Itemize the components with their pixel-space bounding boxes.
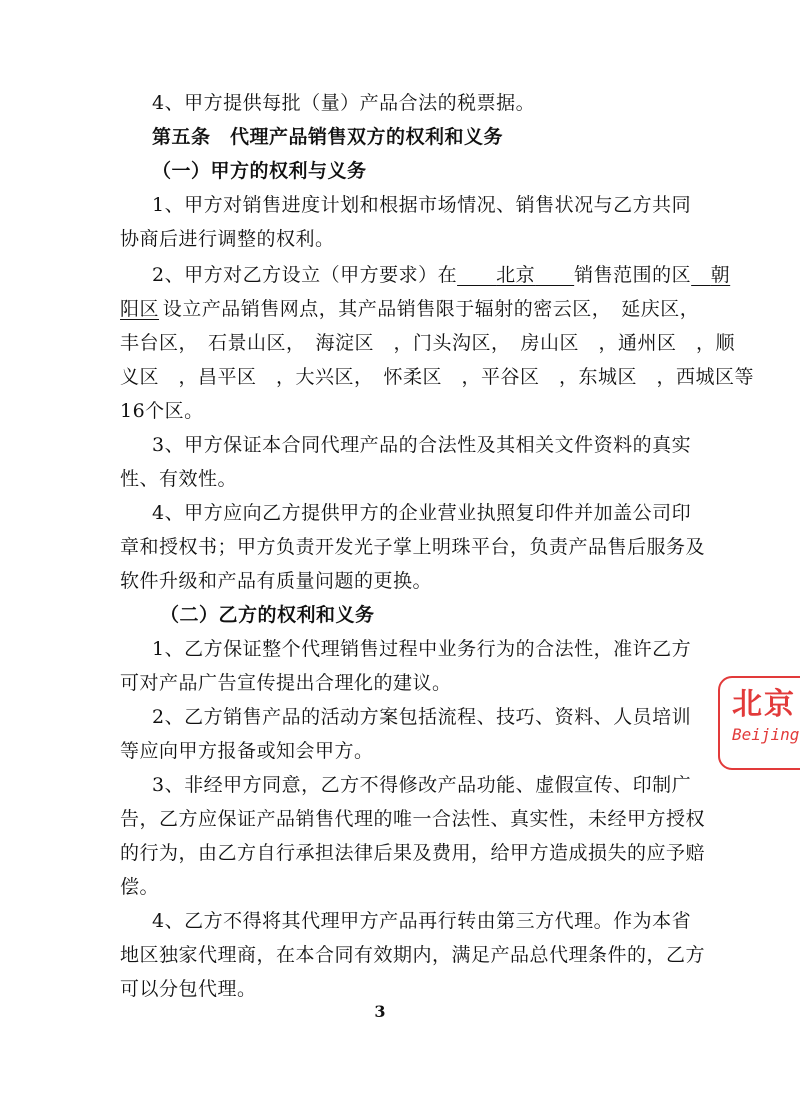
seal-chinese-text: 北京	[732, 687, 796, 722]
clause-1-line-2: 协商后进行调整的权利。	[120, 228, 335, 250]
clause-2-text-a: 2、甲方对乙方设立（甲方要求）在	[152, 264, 458, 286]
seal-english-text: Beijing	[732, 725, 800, 744]
party-b-clause-4-line-1: 4、乙方不得将其代理甲方产品再行转由第三方代理。作为本省	[152, 910, 692, 932]
party-b-clause-2-line-2: 等应向甲方报备或知会甲方。	[120, 740, 374, 762]
clause-3-line-2: 性、有效性。	[120, 468, 238, 490]
clause-4-line-1: 4、甲方应向乙方提供甲方的企业营业执照复印件并加盖公司印	[152, 502, 692, 524]
clause-4-line-2: 章和授权书；甲方负责开发光子掌上明珠平台，负责产品售后服务及	[120, 536, 706, 558]
party-b-clause-2-line-1: 2、乙方销售产品的活动方案包括流程、技巧、资料、人员培训	[152, 706, 692, 728]
party-b-clause-4-line-3: 可以分包代理。	[120, 978, 257, 1000]
clause-2-line-2	[120, 296, 699, 322]
party-b-clause-1-line-2: 可对产品广告宣传提出合理化的建议。	[120, 672, 452, 694]
party-b-clause-3-line-3: 的行为，由乙方自行承担法律后果及费用，给甲方造成损失的应予赔	[120, 842, 706, 864]
district-fill-in-start: 朝	[710, 264, 731, 286]
clause-3-line-1: 3、甲方保证本合同代理产品的合法性及其相关文件资料的真实	[152, 434, 692, 456]
party-b-clause-1-line-1: 1、乙方保证整个代理销售过程中业务行为的合法性，准许乙方	[152, 638, 692, 660]
section-1-heading: （一）甲方的权利与义务	[152, 160, 367, 182]
clause-4-line-3: 软件升级和产品有质量问题的更换。	[120, 570, 433, 592]
page-number: 3	[374, 1002, 386, 1021]
party-b-clause-3-line-4: 偿。	[120, 876, 160, 898]
clause-2-line-5: 16个区。	[120, 400, 204, 422]
clause-2-text-c: 设立产品销售网点，其产品销售限于辐射的密云区， 延庆区，	[162, 298, 700, 320]
article-5-heading: 第五条 代理产品销售双方的权利和义务	[152, 126, 504, 148]
clause-2-line-1	[152, 262, 730, 288]
city-fill-in: 北京	[496, 264, 536, 286]
party-b-clause-4-line-2: 地区独家代理商，在本合同有效期内，满足产品总代理条件的，乙方	[120, 944, 706, 966]
district-fill-in-end: 阳区	[120, 298, 160, 320]
clause-2-line-3: 丰台区， 石景山区， 海淀区 ，门头沟区， 房山区 ，通州区 ，顺	[120, 332, 736, 354]
clause-2-line-4: 义区 ，昌平区 ，大兴区， 怀柔区 ，平谷区 ，东城区 ，西城区等	[120, 366, 755, 388]
party-b-clause-3-line-2: 告，乙方应保证产品销售代理的唯一合法性、真实性，未经甲方授权	[120, 808, 706, 830]
company-seal-stamp	[718, 676, 800, 770]
section-2-heading: （二）乙方的权利和义务	[160, 604, 375, 626]
clause-2-text-b: 销售范围的区	[574, 264, 692, 286]
clause-4-tax-receipts: 4、甲方提供每批（量）产品合法的税票据。	[152, 92, 536, 114]
clause-1-line-1: 1、甲方对销售进度计划和根据市场情况、销售状况与乙方共同	[152, 194, 692, 216]
party-b-clause-3-line-1: 3、非经甲方同意，乙方不得修改产品功能、虚假宣传、印制广	[152, 774, 692, 796]
